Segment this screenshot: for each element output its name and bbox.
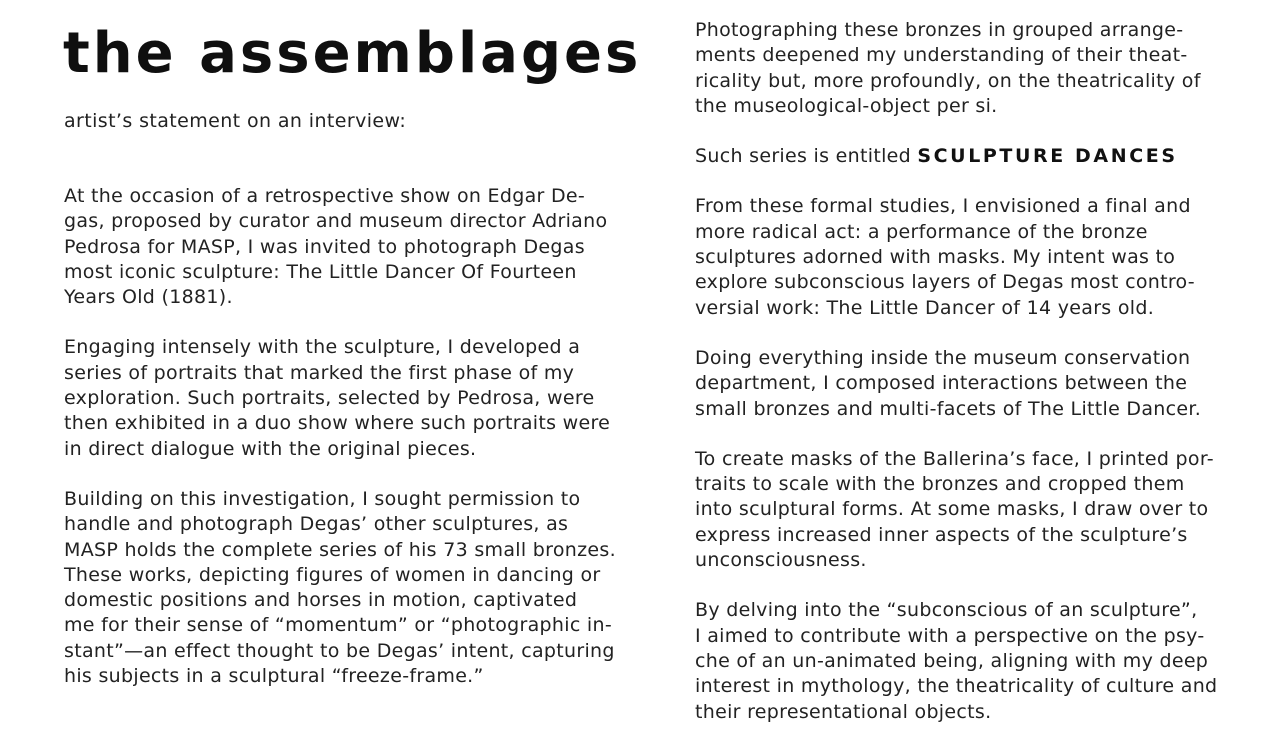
- text-line: their representational objects.: [695, 700, 992, 723]
- text-line: Years Old (1881).: [64, 286, 233, 309]
- text-line: exploration. Such portraits, selected by Pedrosa, were: [64, 387, 595, 410]
- text-line: To create masks of the Ballerina’s face, I printed por-: [695, 447, 1214, 470]
- text-line: handle and photograph Degas’ other sculptures, as: [64, 513, 569, 536]
- left-column: [64, 184, 664, 689]
- text-line: che of an un-animated being, aligning with my deep: [695, 649, 1209, 672]
- text-line: MASP holds the complete series of his 73 small bronzes.: [64, 538, 616, 561]
- paragraph-conservation-department: [695, 346, 1255, 422]
- text-line: I aimed to contribute with a perspective on the psy-: [695, 624, 1205, 647]
- text-line: domestic positions and horses in motion, captivated: [64, 589, 578, 612]
- text-line: These works, depicting figures of women in dancing or: [64, 563, 601, 586]
- paragraph-spacer: [695, 119, 1255, 144]
- paragraph-spacer: [64, 462, 664, 487]
- paragraph-spacer: [695, 422, 1255, 447]
- right-column: [695, 18, 1255, 725]
- text-line: By delving into the “subconscious of an sculpture”,: [695, 599, 1198, 622]
- text-line: most iconic sculpture: The Little Dancer Of Fourteen: [64, 260, 577, 283]
- text-line: series of portraits that marked the first phase of my: [64, 361, 575, 384]
- series-prefix: Such series is entitled: [695, 145, 918, 168]
- series-line: [695, 144, 1255, 169]
- paragraph-portraits: [64, 335, 664, 461]
- paragraph-series-title: [695, 144, 1255, 169]
- text-line: then exhibited in a duo show where such portraits were: [64, 412, 611, 435]
- text-line: department, I composed interactions between the: [695, 372, 1188, 395]
- text-line: his subjects in a sculptural “freeze-frame.”: [64, 665, 484, 688]
- text-line: more radical act: a performance of the bronze: [695, 220, 1148, 243]
- text-line: explore subconscious layers of Degas most contro-: [695, 271, 1195, 294]
- page-subtitle: artist’s statement on an interview:: [64, 110, 407, 132]
- text-line: Pedrosa for MASP, I was invited to photograph Degas: [64, 235, 585, 258]
- text-line: into sculptural forms. At some masks, I draw over to: [695, 498, 1209, 521]
- text-line: Building on this investigation, I sought permission to: [64, 487, 581, 510]
- paragraph-small-bronzes: [64, 487, 664, 689]
- text-line: in direct dialogue with the original pieces.: [64, 437, 477, 460]
- text-line: the museological-object per si.: [695, 94, 998, 117]
- text-line: gas, proposed by curator and museum director Adriano: [64, 210, 608, 233]
- paragraph-subconscious: [695, 598, 1255, 724]
- paragraph-masks: [695, 447, 1255, 573]
- text-line: Engaging intensely with the sculpture, I developed a: [64, 336, 581, 359]
- text-line: Photographing these bronzes in grouped arrange-: [695, 19, 1184, 41]
- text-line: sculptures adorned with masks. My intent was to: [695, 246, 1176, 269]
- text-line: From these formal studies, I envisioned a final and: [695, 195, 1191, 218]
- text-line: stant”—an effect thought to be Degas’ intent, capturing: [64, 639, 615, 662]
- text-line: interest in mythology, the theatricality of culture and: [695, 675, 1218, 698]
- text-line: ments deepened my understanding of their theat-: [695, 44, 1188, 67]
- text-line: versial work: The Little Dancer of 14 years old.: [695, 296, 1155, 319]
- text-line: small bronzes and multi-facets of The Little Dancer.: [695, 397, 1202, 420]
- paragraph-spacer: [695, 169, 1255, 194]
- paragraph-degas-retrospective: [64, 184, 664, 310]
- page-title: the assemblages: [63, 21, 642, 86]
- paragraph-spacer: [695, 321, 1255, 346]
- text-line: unconsciousness.: [695, 549, 867, 572]
- paragraph-radical-act: [695, 194, 1255, 320]
- text-line: ricality but, more profoundly, on the theatricality of: [695, 69, 1201, 92]
- paragraph-spacer: [64, 310, 664, 335]
- paragraph-grouped-arrangements: [695, 18, 1255, 119]
- text-line: At the occasion of a retrospective show on Edgar De-: [64, 185, 586, 207]
- series-title: SCULPTURE DANCES: [917, 145, 1178, 168]
- text-line: me for their sense of “momentum” or “photographic in-: [64, 614, 613, 637]
- text-line: traits to scale with the bronzes and cropped them: [695, 473, 1185, 496]
- text-line: Doing everything inside the museum conservation: [695, 346, 1191, 369]
- paragraph-spacer: [695, 573, 1255, 598]
- text-line: express increased inner aspects of the sculpture’s: [695, 523, 1188, 546]
